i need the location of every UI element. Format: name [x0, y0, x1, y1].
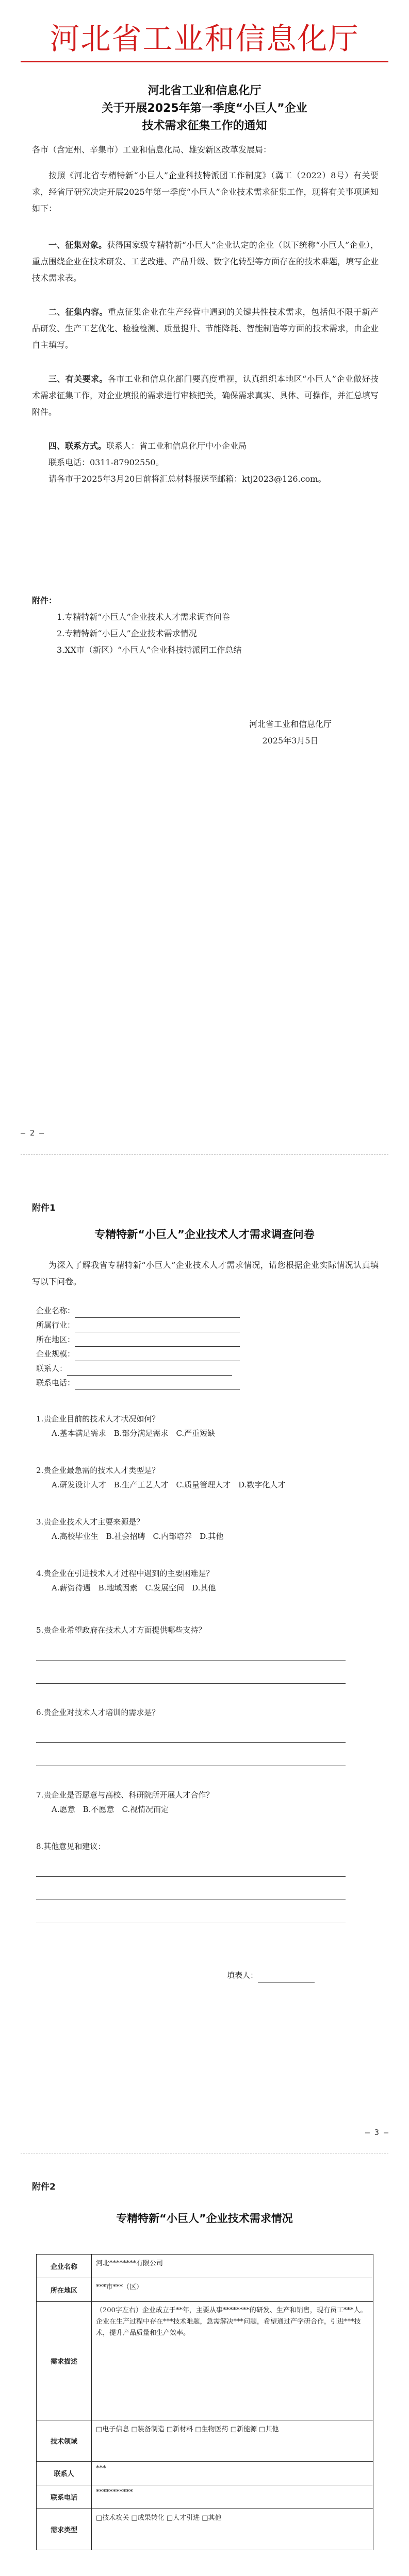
option-a[interactable]: A.基本满足需求	[52, 1429, 106, 1438]
notice-section-3	[32, 371, 379, 420]
attachment-item: 1.专精特新“小巨人”企业技术人才需求调查问卷	[57, 612, 230, 622]
table-row	[37, 2302, 373, 2420]
question-1	[36, 1412, 377, 1440]
row-key: 技术领域	[37, 2420, 92, 2462]
scale-input[interactable]	[75, 1351, 240, 1361]
row-value[interactable]: ***	[92, 2462, 373, 2485]
attachment-list	[32, 592, 379, 658]
option-row	[36, 1581, 377, 1595]
option-d[interactable]: D.数字化人才	[238, 1480, 286, 1489]
answer-line[interactable]	[36, 1733, 346, 1743]
notice-signature	[249, 716, 332, 749]
option-c[interactable]: C.内部培养	[153, 1532, 192, 1541]
option-a[interactable]: A.研发设计人才	[52, 1480, 106, 1489]
row-value[interactable]: ***市***（区）	[92, 2278, 373, 2302]
row-key: 需求类型	[37, 2509, 92, 2550]
field-label: 所属行业：	[36, 1320, 75, 1330]
section-1-body: 获得国家级专精特新“小巨人”企业认定的企业（以下统称“小巨人”企业），重点围绕企业在技术研发、工艺改进、产品升级、数字化转型等方面存在的技术难题，填写企业技术需求表。	[32, 240, 379, 283]
section-3-body: 各市工业和信息化部门要高度重视，认真组织本地区“小巨人”企业做好技术需求征集工作，对企业填报的需求进行审核把关，确保需求真实、具体、可操作，并汇总填写附件。	[32, 374, 379, 417]
field-label: 联系电话：	[36, 1378, 75, 1387]
answer-line[interactable]	[36, 1756, 346, 1766]
demand-table	[36, 2254, 373, 2550]
answer-line[interactable]	[36, 1674, 346, 1684]
question-3	[36, 1515, 377, 1544]
row-value[interactable]: 河北********有限公司	[92, 2255, 373, 2278]
notice-recipient: 各市（含定州、辛集市）工业和信息化局、雄安新区改革发展局：	[32, 145, 272, 155]
question-text: 1.贵企业目前的技术人才状况如何？	[36, 1414, 160, 1423]
field-row	[36, 1303, 377, 1318]
survey-title: 专精特新“小巨人”企业技术人才需求调查问卷	[94, 1228, 315, 1241]
option-d[interactable]: D.其他	[192, 1583, 216, 1592]
field-row	[36, 1376, 377, 1390]
notice-title-line: 河北省工业和信息化厅	[148, 84, 261, 97]
contact-head: 四、联系方式。	[48, 441, 107, 451]
notice-sign-date: 2025年3月5日	[262, 736, 319, 745]
field-label: 企业规模：	[36, 1349, 75, 1359]
option-a[interactable]: A.愿意	[52, 1805, 75, 1814]
option-c[interactable]: C.质量管理人才	[176, 1480, 231, 1489]
submit-line: 请各市于2025年3月20日前将汇总材料报送至邮箱：ktj2023@126.com。	[48, 474, 326, 484]
page-separator	[21, 1154, 388, 1155]
row-key: 需求描述	[37, 2302, 92, 2420]
answer-line[interactable]	[36, 1651, 346, 1660]
option-b[interactable]: B.地域因素	[98, 1583, 138, 1592]
option-b[interactable]: B.生产工艺人才	[113, 1480, 169, 1489]
question-text: 6.贵企业对技术人才培训的需求是？	[36, 1708, 160, 1717]
field-label: 企业名称：	[36, 1306, 75, 1315]
page-number: — 2 —	[21, 1128, 44, 1138]
row-key: 联系人	[37, 2462, 92, 2485]
attachment-item: 2.专精特新“小巨人”企业技术需求情况	[57, 629, 197, 638]
phone-input[interactable]	[75, 1380, 240, 1390]
signer-label: 填表人：	[227, 1971, 258, 1980]
signer-input[interactable]	[258, 1973, 315, 1982]
option-b[interactable]: B.社会招聘	[106, 1532, 145, 1541]
notice-intro: 按照《河北省专精特新“小巨人”企业科技特派团工作制度》（冀工（2022）8号）有关要求，经省厅研究决定开展2025年第一季度“小巨人”企业技术需求征集工作，现将有关事项通知如下：	[32, 171, 379, 213]
section-2-head: 二、征集内容。	[48, 307, 108, 317]
demand-title: 专精特新“小巨人”企业技术需求情况	[116, 2212, 293, 2225]
table-row	[37, 2420, 373, 2462]
survey-page	[0, 1185, 409, 2164]
field-row	[36, 1347, 377, 1361]
option-row	[36, 1802, 377, 1817]
row-value[interactable]: □技术攻关 □成果转化 □人才引进 □其他	[92, 2509, 373, 2550]
option-b[interactable]: B.不愿意	[83, 1805, 114, 1814]
table-row	[37, 2278, 373, 2302]
notice-title-line: 关于开展2025年第一季度“小巨人”企业	[102, 102, 307, 115]
question-text: 4.贵企业在引进技术人才过程中遇到的主要困难是？	[36, 1569, 214, 1578]
notice-contact	[32, 438, 379, 487]
region-input[interactable]	[75, 1337, 240, 1347]
question-6	[36, 1705, 377, 1766]
option-row	[36, 1478, 377, 1492]
option-c[interactable]: C.严重短缺	[176, 1429, 216, 1438]
company-name-input[interactable]	[75, 1308, 240, 1318]
option-a[interactable]: A.薪资待遇	[52, 1583, 91, 1592]
answer-line[interactable]	[36, 1867, 346, 1877]
question-text: 8.其他意见和建议：	[36, 1842, 106, 1851]
attachment-item: 3.XX市（新区）“小巨人”企业科技特派团工作总结	[57, 645, 242, 655]
row-value[interactable]: （200字左右）企业成立于**年，主要从事********的研发、生产和销售，现有员工***人。企业在生产过程中存在***技术难题，急需解决***问题，希望通过产学研合作，引进***技术，提升产品质量和生产效率。	[92, 2302, 373, 2420]
row-key: 企业名称	[37, 2255, 92, 2278]
question-2	[36, 1463, 377, 1492]
question-4	[36, 1566, 377, 1595]
table-row	[37, 2462, 373, 2485]
attachment-head: 附件：	[32, 596, 57, 605]
notice-title-line: 技术需求征集工作的通知	[142, 120, 267, 132]
field-label: 所在地区：	[36, 1335, 75, 1344]
question-text: 2.贵企业最急需的技术人才类型是？	[36, 1466, 160, 1475]
section-1-head: 一、征集对象。	[48, 240, 107, 250]
row-key: 所在地区	[37, 2278, 92, 2302]
industry-input[interactable]	[75, 1323, 240, 1332]
banner-title: 河北省工业和信息化厅	[50, 21, 359, 56]
field-row	[36, 1332, 377, 1347]
survey-fields	[36, 1303, 377, 1390]
demand-page	[0, 2164, 409, 2576]
row-value[interactable]: □电子信息 □装备制造 □新材料 □生物医药 □新能源 □其他	[92, 2420, 373, 2462]
question-text: 7.贵企业是否愿意与高校、科研院所开展人才合作？	[36, 1790, 214, 1800]
survey-intro: 为深入了解我省专精特新“小巨人”企业技术人才需求情况，请您根据企业实际情况认真填写以下问卷。	[32, 1260, 379, 1286]
notice-section-2	[32, 304, 379, 353]
contact-line: 联系电话：0311-87902550。	[48, 457, 164, 467]
section-3-head: 三、有关要求。	[48, 374, 108, 384]
question-5	[36, 1623, 377, 1684]
field-row	[36, 1318, 377, 1332]
notice-title	[0, 82, 409, 135]
contact-input[interactable]	[67, 1366, 232, 1376]
option-c[interactable]: C.发展空间	[145, 1583, 185, 1592]
notice-page	[0, 0, 409, 582]
contact-line: 联系人：省工业和信息化厅中小企业局	[106, 441, 247, 451]
banner-rule	[21, 61, 388, 62]
option-b[interactable]: B.部分满足需求	[113, 1429, 169, 1438]
section-2-body: 重点征集企业在生产经营中遇到的关键共性技术需求，包括但不限于新产品研发、生产工艺优化、检验检测、质量提升、节能降耗、智能制造等方面的技术需求，由企业自主填写。	[32, 307, 379, 350]
option-c[interactable]: C.视情况而定	[122, 1805, 169, 1814]
row-key: 联系电话	[37, 2485, 92, 2509]
option-row	[36, 1529, 377, 1544]
demand-annex: 附件2	[32, 2182, 56, 2192]
answer-line[interactable]	[36, 1890, 346, 1900]
table-row	[37, 2509, 373, 2550]
table-row	[37, 2485, 373, 2509]
option-row	[36, 1426, 377, 1440]
question-8	[36, 1839, 377, 1923]
page-number: — 3 —	[365, 2128, 388, 2137]
table-row	[37, 2255, 373, 2278]
notice-section-1	[32, 237, 379, 286]
survey-signature	[227, 1968, 382, 1982]
survey-annex: 附件1	[32, 1203, 56, 1213]
notice-page-cont	[0, 582, 409, 1185]
option-d[interactable]: D.其他	[200, 1532, 224, 1541]
field-row	[36, 1361, 377, 1376]
field-label: 联系人：	[36, 1364, 68, 1373]
question-text: 5.贵企业希望政府在技术人才方面提供哪些支持？	[36, 1625, 206, 1635]
notice-sign-org: 河北省工业和信息化厅	[249, 719, 332, 729]
answer-line[interactable]	[36, 1913, 346, 1923]
question-text: 3.贵企业技术人才主要来源是？	[36, 1517, 144, 1527]
row-value[interactable]: ***********	[92, 2485, 373, 2509]
option-a[interactable]: A.高校毕业生	[52, 1532, 99, 1541]
question-7	[36, 1788, 377, 1817]
